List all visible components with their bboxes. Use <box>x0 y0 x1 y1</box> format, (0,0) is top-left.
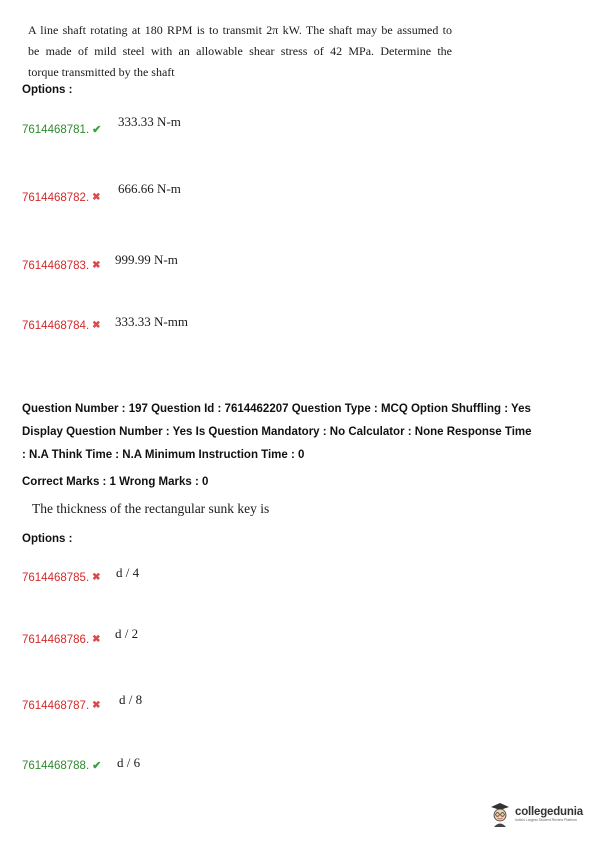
cross-icon: ✖ <box>92 320 101 331</box>
cross-icon: ✖ <box>92 260 101 271</box>
option-id <box>22 700 101 712</box>
option-text: 666.66 N-m <box>118 181 181 196</box>
marks-line: Correct Marks : 1 Wrong Marks : 0 <box>22 476 209 488</box>
meta-line: : N.A Think Time : N.A Minimum Instruction Time : 0 <box>22 449 305 461</box>
option-id <box>22 320 101 332</box>
option-text: 333.33 N-mm <box>115 314 188 329</box>
option-text: d / 8 <box>119 692 143 707</box>
option-id <box>22 124 101 136</box>
cross-icon: ✖ <box>92 700 101 711</box>
option-text: 333.33 N-m <box>118 114 181 129</box>
option-text: 999.99 N-m <box>115 252 178 267</box>
options-label: Options : <box>22 533 73 545</box>
meta-line: Question Number : 197 Question Id : 7614462207 Question Type : MCQ Option Shuffling : Yes <box>22 403 531 415</box>
mascot-icon <box>488 800 512 828</box>
logo-tagline: India's Largest Student Review Platform <box>515 818 578 822</box>
option-number: 7614468782. <box>22 192 90 204</box>
question-1-line: be made of mild steel with an allowable shear stress of 42 MPa. Determine the <box>28 44 452 58</box>
check-icon: ✔ <box>92 123 102 136</box>
cross-icon: ✖ <box>92 572 101 583</box>
question-1-text <box>28 20 452 83</box>
option-number: 7614468784. <box>22 320 90 332</box>
option-id <box>22 760 101 772</box>
question-1-line: torque transmitted by the shaft <box>28 65 175 79</box>
option-number: 7614468786. <box>22 634 90 646</box>
cross-icon: ✖ <box>92 634 101 645</box>
option-number: 7614468785. <box>22 572 90 584</box>
question-1-line: A line shaft rotating at 180 RPM is to transmit 2π kW. The shaft may be assumed to <box>28 23 452 37</box>
option-text: d / 6 <box>117 755 141 770</box>
collegedunia-logo <box>488 800 583 828</box>
meta-line: Display Question Number : Yes Is Question Mandatory : No Calculator : None Response Time <box>22 426 532 438</box>
check-icon: ✔ <box>92 759 102 772</box>
question-2-text: The thickness of the rectangular sunk key is <box>32 501 270 516</box>
option-text: d / 2 <box>115 626 139 641</box>
logo-name: collegedunia <box>515 806 583 818</box>
option-id <box>22 260 101 272</box>
option-id <box>22 634 101 646</box>
cross-icon: ✖ <box>92 192 101 203</box>
options-label: Options : <box>22 84 73 96</box>
option-number: 7614468781. <box>22 124 90 136</box>
question-2-meta <box>22 398 582 467</box>
option-number: 7614468787. <box>22 700 90 712</box>
option-id <box>22 192 101 204</box>
option-number: 7614468783. <box>22 260 90 272</box>
option-id <box>22 572 101 584</box>
option-text: d / 4 <box>116 565 140 580</box>
option-number: 7614468788. <box>22 760 90 772</box>
